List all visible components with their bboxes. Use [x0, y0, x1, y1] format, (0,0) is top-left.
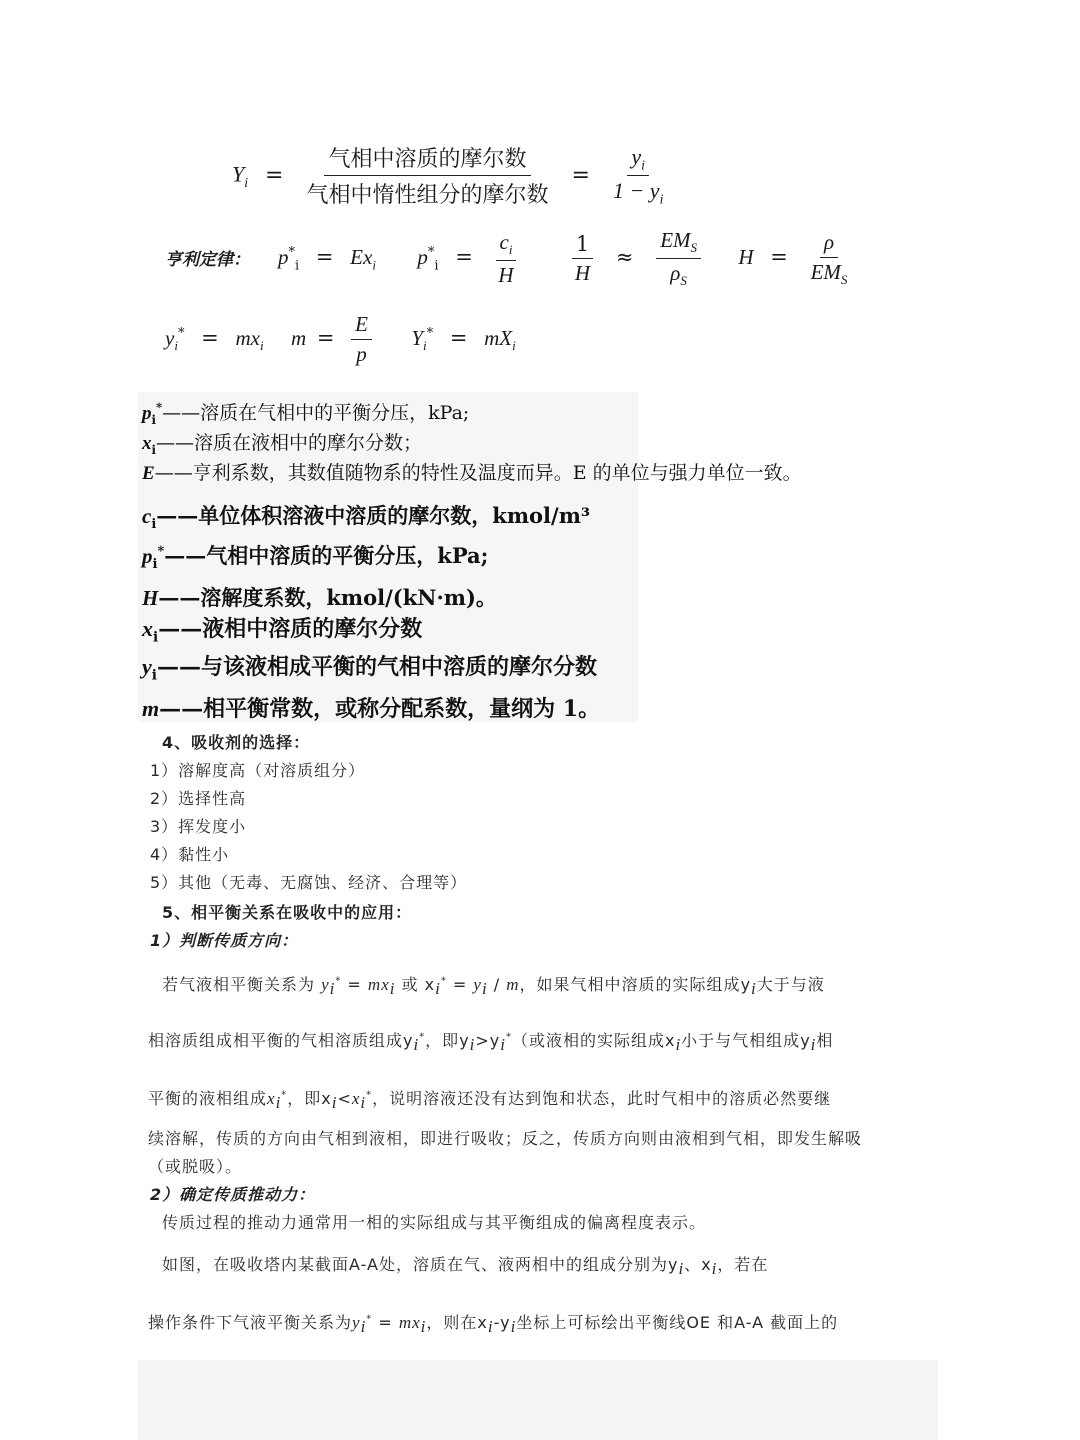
- fraction-numerator: y: [631, 143, 642, 169]
- list-item: 4）黏性小: [150, 845, 230, 864]
- symbol-H: H: [738, 245, 754, 270]
- subsection-2-heading: 2）确定传质推动力：: [150, 1185, 316, 1204]
- equals-sign: =: [571, 162, 590, 188]
- legend-row: $p_i^*——$气相中溶质的平衡分压，kPa;: [142, 543, 489, 573]
- paragraph-line: （或脱吸）。: [148, 1157, 243, 1176]
- fraction-EMs-over-rho: $\frac{EM_S}{\rho_S}$: [656, 228, 701, 289]
- legend-row: $y_i——$与该液相成平衡的气相中溶质的摩尔分数: [142, 654, 597, 684]
- fraction-E-over-p: $\frac{E}{p}$: [351, 312, 372, 367]
- symbol-sub: i: [244, 174, 249, 190]
- legend-row: $c_i——$单位体积溶液中溶质的摩尔数，kmol/m³: [142, 503, 591, 533]
- paragraph-line: 操作条件下气液平衡关系为$y_i^* = mx_i$，则在$x_i-y_i$坐标上可标绘出平衡线OE 和A-A 截面上的: [148, 1313, 839, 1337]
- bottom-scan-shade: [138, 1360, 938, 1440]
- fraction-c-over-H: $\frac{c_i}{H}$: [496, 230, 517, 288]
- section-4-heading: 4、吸收剂的选择：: [162, 733, 311, 752]
- fraction-moles: [306, 142, 548, 209]
- legend-row: $x_i——$溶质在液相中的摩尔分数；: [142, 432, 422, 457]
- formula-equilibrium: $y_i^* = mx_i$ m = $\frac{E}{p}$ $Y_i^* = mX_i$: [165, 312, 516, 366]
- paragraph-line: 传质过程的推动力通常用一相的实际组成与其平衡组成的偏离程度表示。: [162, 1213, 707, 1232]
- fraction-rho-over-EMs: $\frac{\rho}{EM_S}$: [810, 229, 848, 287]
- legend-row: E——亨利系数，其数值随物系的特性及温度而异。E 的单位与强力单位一致。: [142, 462, 802, 484]
- henry-label: 亨利定律：: [165, 250, 250, 270]
- list-item: 1）溶解度高（对溶质组分）: [150, 761, 366, 780]
- fraction-denominator: 气相中惰性组分的摩尔数: [306, 183, 549, 208]
- formula-henry: $p^*_i = Ex_i$ $p^*_i$ = $\frac{c_i}{H}$ $\frac{1}{H}$ ≈ $\frac{EM_S}{\rho_S}$ H = $\frac{\rho}{EM_S}$: [278, 228, 848, 289]
- legend-row: m——相平衡常数，或称分配系数，量纲为 1。: [142, 696, 601, 722]
- equals-sign: =: [265, 162, 284, 188]
- symbol-p: p: [278, 245, 289, 270]
- fraction-y: $\frac{y_i}{1 - y_i}$: [612, 143, 664, 207]
- list-item: 2）选择性高: [150, 789, 247, 808]
- paragraph-line: 平衡的液相组成$x_i^*$，即$x_i<x_i^*$，说明溶液还没有达到饱和状态，此时气相中的溶质必然要继: [148, 1089, 832, 1113]
- symbol-Ex: Ex: [350, 245, 373, 270]
- legend-row: $x_i——$液相中溶质的摩尔分数: [142, 616, 423, 646]
- section-5-heading: 5、相平衡关系在吸收中的应用：: [162, 903, 413, 922]
- paragraph-line: 如图，在吸收塔内某截面A-A处，溶质在气、液两相中的组成分别为$y_i$、$x_i$，若在: [162, 1255, 769, 1279]
- symbol-Y: Y: [232, 161, 245, 187]
- paragraph-line: 续溶解，传质的方向由气相到液相，即进行吸收；反之，传质方向则由液相到气相，即发生解吸: [148, 1129, 863, 1148]
- paragraph-line: 若气液相平衡关系为 $y_i^* = mx_i$ 或 $x_i^* = y_i / m$，如果气相中溶质的实际组成$y_i$大于与液: [162, 975, 825, 999]
- formula-mole-ratio: [232, 142, 669, 209]
- subsection-1-heading: 1）判断传质方向：: [150, 931, 299, 950]
- list-item: 5）其他（无毒、无腐蚀、经济、合理等）: [150, 873, 468, 892]
- list-item: 3）挥发度小: [150, 817, 247, 836]
- legend-row: $p_i^*——$溶质在气相中的平衡分压，kPa;: [142, 400, 470, 427]
- paragraph-line: 相溶质组成相平衡的气相溶质组成$y_i^*$，即$y_i>y_i^*$（或液相的实际组成$x_i$小于与气相组成$y_i$相: [148, 1031, 834, 1055]
- fraction-numerator: 气相中溶质的摩尔数: [324, 142, 530, 176]
- legend-row: H——溶解度系数，kmol/(kN·m)。: [142, 585, 497, 610]
- symbol-p: p: [417, 245, 428, 270]
- fraction-1-over-H: $\frac{1}{H}$: [572, 232, 593, 286]
- fraction-denominator: 1 − y: [612, 178, 660, 203]
